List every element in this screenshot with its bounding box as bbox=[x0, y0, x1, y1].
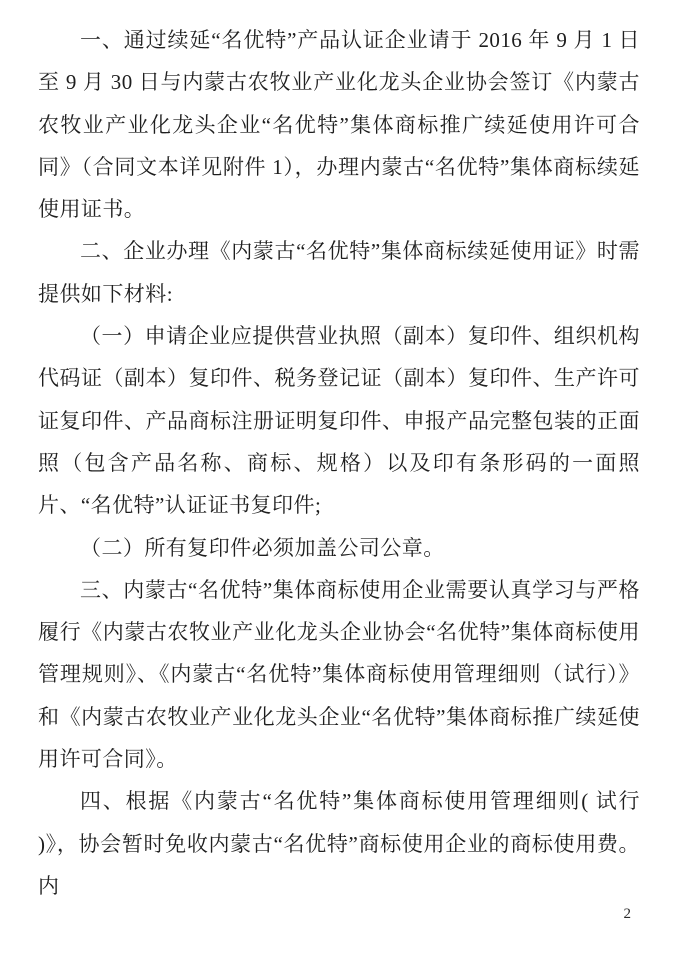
page-number: 2 bbox=[623, 906, 631, 922]
paragraph-6: 四、根据《内蒙古“名优特”集体商标使用管理细则( 试行 )》，协会暂时免收内蒙古“名优特”商标使用企业的商标使用费。内 bbox=[38, 789, 640, 898]
document-body bbox=[38, 19, 640, 907]
paragraph-4: （二）所有复印件必须加盖公司公章。 bbox=[80, 535, 445, 560]
paragraph-2: 二、企业办理《内蒙古“名优特”集体商标续延使用证》时需提供如下材料: bbox=[38, 239, 640, 306]
paragraph-3: （一）申请企业应提供营业执照（副本）复印件、组织机构代码证（副本）复印件、税务登记证（副本）复印件、生产许可证复印件、产品商标注册证明复印件、申报产品完整包装的正面照（包含产品名称、商标、规格）以及印有条形码的一面照片、“名优特”认证证书复印件; bbox=[38, 324, 640, 518]
paragraph-5: 三、内蒙古“名优特”集体商标使用企业需要认真学习与严格履行《内蒙古农牧业产业化龙头企业协会“名优特”集体商标使用管理规则》、《内蒙古“名优特”集体商标使用管理细则（试行）》和《内蒙古农牧业产业化龙头企业“名优特”集体商标推广续延使用许可合同》。 bbox=[38, 577, 640, 772]
paragraph-1: 一、通过续延“名优特”产品认证企业请于 2016 年 9 月 1 日至 9 月 30 日与内蒙古农牧业产业化龙头企业协会签订《内蒙古农牧业产业化龙头企业“名优特”集体商标推广续延使用许可合同》（合同文本详见附件 1），办理内蒙古“名优特”集体商标续延使用证书。 bbox=[38, 28, 640, 222]
